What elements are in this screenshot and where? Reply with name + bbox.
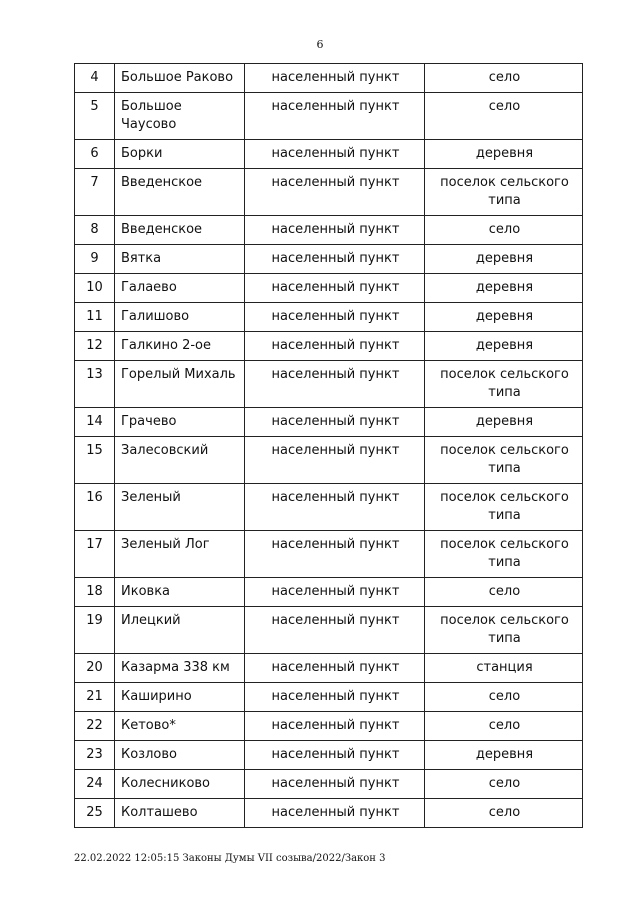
row-number-cell: 9 xyxy=(75,245,115,274)
table-row xyxy=(75,216,583,245)
row-number-cell: 21 xyxy=(75,683,115,712)
row-number-cell: 18 xyxy=(75,578,115,607)
table-row xyxy=(75,799,583,828)
settlement-name-cell: Иковка xyxy=(115,578,245,607)
settlement-category-cell: населенный пункт xyxy=(245,93,425,140)
row-number-cell: 10 xyxy=(75,274,115,303)
row-number-cell: 8 xyxy=(75,216,115,245)
settlement-type-cell: село xyxy=(425,93,583,140)
table-row xyxy=(75,578,583,607)
table-row xyxy=(75,683,583,712)
table-row xyxy=(75,484,583,531)
table-row xyxy=(75,169,583,216)
settlement-type-cell: деревня xyxy=(425,274,583,303)
table-row xyxy=(75,332,583,361)
settlement-type-cell: деревня xyxy=(425,140,583,169)
settlement-name-cell: Галаево xyxy=(115,274,245,303)
table-row xyxy=(75,361,583,408)
settlement-category-cell: населенный пункт xyxy=(245,274,425,303)
settlements-table xyxy=(74,63,583,828)
settlement-name-cell: Введенское xyxy=(115,216,245,245)
settlement-name-cell: Зеленый xyxy=(115,484,245,531)
settlement-category-cell: населенный пункт xyxy=(245,484,425,531)
settlement-category-cell: населенный пункт xyxy=(245,64,425,93)
settlement-type-cell: село xyxy=(425,683,583,712)
settlement-name-cell: Казарма 338 км xyxy=(115,654,245,683)
settlement-name-cell: Большое Раково xyxy=(115,64,245,93)
row-number-cell: 22 xyxy=(75,712,115,741)
settlement-category-cell: населенный пункт xyxy=(245,332,425,361)
settlement-category-cell: населенный пункт xyxy=(245,216,425,245)
table-row xyxy=(75,93,583,140)
settlement-type-cell: село xyxy=(425,799,583,828)
settlement-category-cell: населенный пункт xyxy=(245,741,425,770)
settlement-name-cell: Галкино 2-ое xyxy=(115,332,245,361)
settlement-category-cell: населенный пункт xyxy=(245,140,425,169)
settlement-name-cell: Колесниково xyxy=(115,770,245,799)
settlement-name-cell: Колташево xyxy=(115,799,245,828)
settlement-category-cell: населенный пункт xyxy=(245,607,425,654)
table-row xyxy=(75,408,583,437)
settlement-name-cell: Зеленый Лог xyxy=(115,531,245,578)
row-number-cell: 16 xyxy=(75,484,115,531)
settlement-type-cell: станция xyxy=(425,654,583,683)
table-row xyxy=(75,303,583,332)
row-number-cell: 4 xyxy=(75,64,115,93)
settlement-category-cell: населенный пункт xyxy=(245,654,425,683)
row-number-cell: 17 xyxy=(75,531,115,578)
settlement-name-cell: Большое Чаусово xyxy=(115,93,245,140)
settlement-name-cell: Введенское xyxy=(115,169,245,216)
settlement-type-cell: деревня xyxy=(425,245,583,274)
table-row xyxy=(75,770,583,799)
row-number-cell: 15 xyxy=(75,437,115,484)
settlement-type-cell: поселок сельского типа xyxy=(425,437,583,484)
settlement-type-cell: село xyxy=(425,578,583,607)
settlement-type-cell: деревня xyxy=(425,408,583,437)
settlement-name-cell: Галишово xyxy=(115,303,245,332)
settlement-type-cell: село xyxy=(425,216,583,245)
row-number-cell: 5 xyxy=(75,93,115,140)
settlement-category-cell: населенный пункт xyxy=(245,169,425,216)
settlement-category-cell: населенный пункт xyxy=(245,245,425,274)
row-number-cell: 11 xyxy=(75,303,115,332)
settlements-table-body xyxy=(75,64,583,828)
settlement-type-cell: поселок сельского типа xyxy=(425,607,583,654)
table-row xyxy=(75,741,583,770)
table-row xyxy=(75,64,583,93)
page-number: 6 xyxy=(316,38,324,51)
row-number-cell: 12 xyxy=(75,332,115,361)
settlement-category-cell: населенный пункт xyxy=(245,770,425,799)
settlement-category-cell: населенный пункт xyxy=(245,303,425,332)
settlement-category-cell: населенный пункт xyxy=(245,578,425,607)
settlement-type-cell: поселок сельского типа xyxy=(425,531,583,578)
settlement-type-cell: село xyxy=(425,712,583,741)
row-number-cell: 24 xyxy=(75,770,115,799)
settlement-type-cell: деревня xyxy=(425,332,583,361)
settlement-name-cell: Илецкий xyxy=(115,607,245,654)
table-row xyxy=(75,140,583,169)
settlement-category-cell: населенный пункт xyxy=(245,408,425,437)
settlement-type-cell: поселок сельского типа xyxy=(425,484,583,531)
settlement-category-cell: населенный пункт xyxy=(245,361,425,408)
table-row xyxy=(75,274,583,303)
row-number-cell: 6 xyxy=(75,140,115,169)
settlement-name-cell: Вятка xyxy=(115,245,245,274)
settlement-category-cell: населенный пункт xyxy=(245,531,425,578)
settlement-category-cell: населенный пункт xyxy=(245,799,425,828)
document-footer: 22.02.2022 12:05:15 Законы Думы VII созыва/2022/Закон 3 xyxy=(74,853,386,864)
row-number-cell: 13 xyxy=(75,361,115,408)
settlement-name-cell: Залесовский xyxy=(115,437,245,484)
settlement-name-cell: Каширино xyxy=(115,683,245,712)
settlement-category-cell: населенный пункт xyxy=(245,712,425,741)
row-number-cell: 20 xyxy=(75,654,115,683)
settlement-type-cell: село xyxy=(425,64,583,93)
settlement-name-cell: Горелый Михаль xyxy=(115,361,245,408)
settlement-type-cell: деревня xyxy=(425,303,583,332)
row-number-cell: 25 xyxy=(75,799,115,828)
row-number-cell: 23 xyxy=(75,741,115,770)
settlement-type-cell: деревня xyxy=(425,741,583,770)
table-row xyxy=(75,607,583,654)
table-row xyxy=(75,654,583,683)
table-row xyxy=(75,245,583,274)
settlement-name-cell: Борки xyxy=(115,140,245,169)
table-row xyxy=(75,437,583,484)
settlement-type-cell: поселок сельского типа xyxy=(425,361,583,408)
settlement-name-cell: Кетово* xyxy=(115,712,245,741)
settlement-category-cell: населенный пункт xyxy=(245,683,425,712)
settlement-type-cell: поселок сельского типа xyxy=(425,169,583,216)
settlement-name-cell: Грачево xyxy=(115,408,245,437)
settlement-category-cell: населенный пункт xyxy=(245,437,425,484)
table-row xyxy=(75,712,583,741)
table-row xyxy=(75,531,583,578)
row-number-cell: 14 xyxy=(75,408,115,437)
settlement-name-cell: Козлово xyxy=(115,741,245,770)
row-number-cell: 7 xyxy=(75,169,115,216)
row-number-cell: 19 xyxy=(75,607,115,654)
settlement-type-cell: село xyxy=(425,770,583,799)
